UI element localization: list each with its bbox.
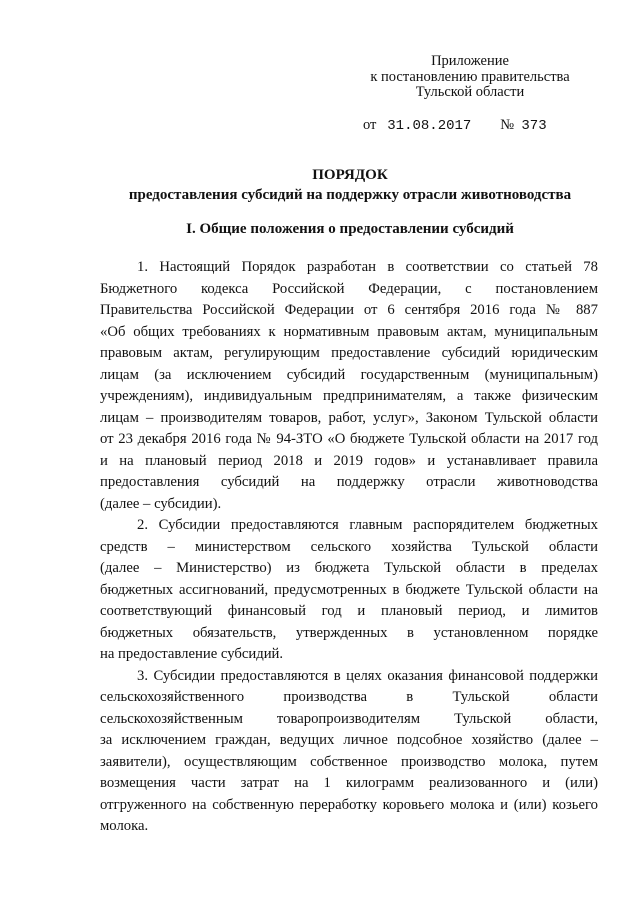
paragraph-line: (далее – Министерство) из бюджета Тульской области в пределах <box>100 560 598 576</box>
resolution-reference: к постановлению правительства <box>370 68 570 85</box>
paragraph-line: бюджетных обязательств, утвержденных в установленном порядке <box>100 624 598 641</box>
paragraph-line: за исключением граждан, ведущих личное подсобное хозяйство (далее – <box>100 732 598 748</box>
paragraph-line: 2. Субсидии предоставляются главным распорядителем бюджетных <box>137 517 598 533</box>
paragraph-line: «Об общих требованиях к нормативным правовым актам, муниципальным <box>100 323 598 340</box>
paragraph-line: и на плановый период 2018 и 2019 годов» и устанавливает правила <box>100 452 598 469</box>
paragraph-line: лицам (за исключением субсидий государственным (муниципальным) <box>100 366 598 383</box>
paragraph-line: предоставления субсидий на поддержку отрасли животноводства <box>100 474 598 490</box>
appendix-label: Приложение <box>431 53 509 69</box>
section-heading: I. Общие положения о предоставлении субсидий <box>186 221 514 237</box>
paragraph-3 <box>100 666 598 838</box>
paragraph-line: бюджетных ассигнований, предусмотренных в бюджете Тульской области на <box>100 581 598 598</box>
document-title: ПОРЯДОК <box>312 167 388 183</box>
ref-from-label: от <box>363 117 377 133</box>
paragraph-line: молока. <box>100 818 149 834</box>
paragraph-line: на предоставление субсидий. <box>100 646 284 662</box>
paragraph-line: 1. Настоящий Порядок разработан в соответствии со статьей 78 <box>137 259 598 275</box>
paragraph-line: возмещения части затрат на 1 килограмм реализованного и (или) <box>100 775 598 791</box>
paragraph-line: сельскохозяйственного производства в Тульской области <box>100 689 598 705</box>
document-body <box>100 257 598 838</box>
paragraph-line: Правительства Российской Федерации от 6 сентября 2016 года № 887 <box>100 302 598 318</box>
paragraph-line: лицам – производителям товаров, работ, услуг», Законом Тульской области <box>100 409 598 426</box>
paragraph-line: 3. Субсидии предоставляются в целях оказания финансовой поддержки <box>137 667 598 684</box>
region-name: Тульской области <box>415 84 525 100</box>
ref-number: 373 <box>521 118 547 134</box>
paragraph-line: от 23 декабря 2016 года № 94-ЗТО «О бюджете Тульской области на 2017 год <box>100 431 598 447</box>
document-reference <box>363 117 583 134</box>
paragraph-line: сельскохозяйственным товаропроизводителям Тульской области, <box>100 710 598 727</box>
paragraph-line: правовым актам, регулирующим предоставление субсидий юридическим <box>100 345 598 361</box>
appendix-header <box>360 54 580 101</box>
ref-date: 31.08.2017 <box>387 118 472 134</box>
paragraph-line: отгруженного на собственную переработку коровьего молока и (или) козьего <box>100 796 598 813</box>
paragraph-line: соответствующий финансовый год и плановый период, и лимитов <box>100 603 598 619</box>
paragraph-line: учреждениям), индивидуальным предпринимателям, а также физическим <box>100 388 598 404</box>
paragraph-2 <box>100 515 598 666</box>
ref-number-sign: № <box>500 117 515 133</box>
paragraph-line: заявители), осуществляющим собственное производство молока, путем <box>100 753 598 770</box>
paragraph-line: (далее – субсидии). <box>100 495 222 512</box>
paragraph-1 <box>100 257 598 515</box>
paragraph-line: средств – министерством сельского хозяйства Тульской области <box>100 538 598 555</box>
paragraph-line: Бюджетного кодекса Российской Федерации, с постановлением <box>100 280 598 297</box>
document-subtitle: предоставления субсидий на поддержку отрасли животноводства <box>128 187 572 203</box>
